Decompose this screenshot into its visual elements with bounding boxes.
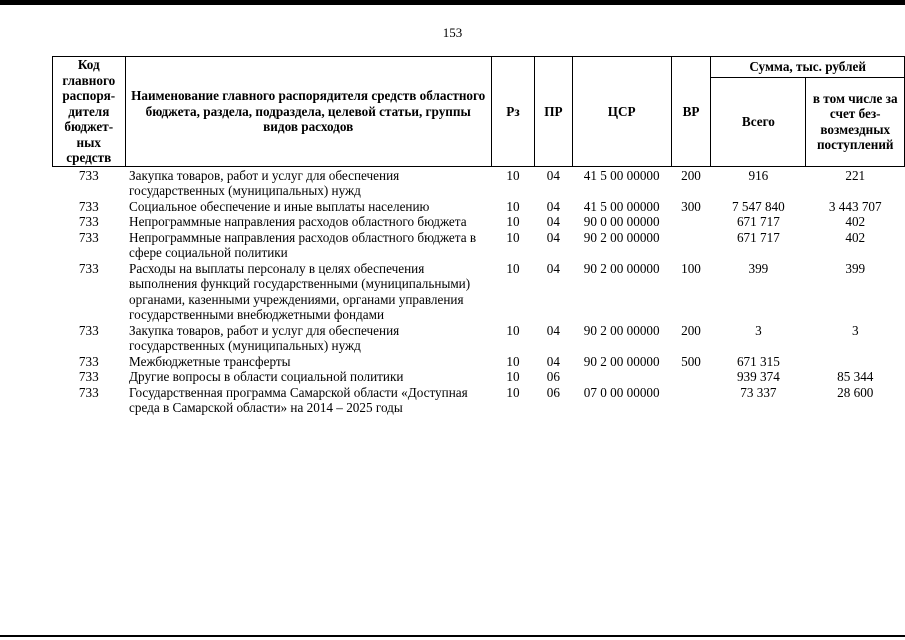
cell-total: 73 337 <box>740 384 777 400</box>
cell-csr: 90 0 00 00000 <box>583 214 660 229</box>
cell-pr: 04 <box>546 260 560 276</box>
cell-rz: 10 <box>506 322 520 338</box>
cell-name: Межбюджетные трансферты <box>129 353 291 369</box>
header-name: Наименование главного распорядителя средств областного бюджета, раздела, подраздела, целевой статьи, группы видов расходов <box>125 57 491 167</box>
cell-code: 733 <box>78 322 99 338</box>
cell-code: 733 <box>78 384 99 400</box>
page-number: 153 <box>442 25 463 40</box>
cell-rz: 10 <box>506 214 520 229</box>
cell-gratuitous: 221 <box>845 167 866 183</box>
cell-rz: 10 <box>506 167 520 183</box>
table-row <box>53 230 905 261</box>
cell-code: 733 <box>78 260 99 276</box>
cell-gratuitous: 85 344 <box>837 369 874 384</box>
cell-rz: 10 <box>506 198 520 214</box>
header-vr: ВР <box>671 57 711 167</box>
cell-gratuitous <box>806 354 905 370</box>
cell-name: Непрограммные направления расходов областного бюджета в сфере социальной политики <box>129 229 477 260</box>
cell-csr: 90 2 00 00000 <box>583 229 660 245</box>
cell-pr: 04 <box>546 229 560 245</box>
cell-pr: 06 <box>546 384 560 400</box>
table-row <box>53 214 905 230</box>
cell-csr: 90 2 00 00000 <box>583 260 660 276</box>
cell-pr: 04 <box>546 167 560 183</box>
cell-pr: 04 <box>546 214 560 229</box>
cell-code: 733 <box>78 229 99 245</box>
cell-vr <box>671 369 711 385</box>
cell-vr: 200 <box>681 167 701 183</box>
cell-pr: 04 <box>546 353 560 369</box>
cell-csr: 90 2 00 00000 <box>583 322 660 338</box>
cell-total: 671 315 <box>736 353 780 369</box>
cell-vr <box>671 214 711 230</box>
cell-total: 671 717 <box>736 214 780 229</box>
cell-name: Социальное обеспечение и иные выплаты населению <box>129 198 430 214</box>
header-code: Код главного распоря-дителя бюджет-ных средств <box>53 57 126 167</box>
cell-name: Государственная программа Самарской области «Доступная среда в Самарской области» на 2014 – 2025 годы <box>129 384 468 415</box>
header-gratuitous: в том числе за счет без-возмездных поступлений <box>806 78 905 167</box>
budget-table <box>52 56 905 416</box>
cell-total: 916 <box>748 167 769 183</box>
cell-name: Закупка товаров, работ и услуг для обеспечения государственных (муниципальных) нужд <box>129 167 400 198</box>
table-body <box>53 166 905 416</box>
cell-pr: 04 <box>546 322 560 338</box>
cell-vr <box>671 385 711 416</box>
cell-csr: 07 0 00 00000 <box>583 384 660 400</box>
cell-gratuitous: 402 <box>845 214 866 229</box>
cell-csr: 41 5 00 00000 <box>583 167 660 183</box>
cell-pr: 04 <box>546 198 560 214</box>
cell-rz: 10 <box>506 353 520 369</box>
table-row <box>53 261 905 323</box>
cell-rz: 10 <box>506 260 520 276</box>
table-row <box>53 199 905 215</box>
cell-total: 399 <box>748 260 769 276</box>
header-sum: Сумма, тыс. рублей <box>711 57 905 78</box>
bottom-border <box>0 635 905 637</box>
cell-pr: 06 <box>546 369 560 384</box>
cell-rz: 10 <box>506 229 520 245</box>
cell-gratuitous: 402 <box>845 229 866 245</box>
cell-total: 939 374 <box>736 369 780 384</box>
header-pr: ПР <box>535 57 573 167</box>
table-row <box>53 323 905 354</box>
cell-code: 733 <box>78 198 99 214</box>
cell-total: 671 717 <box>736 229 780 245</box>
top-border <box>0 0 905 5</box>
cell-total: 3 <box>755 322 762 338</box>
cell-gratuitous: 3 443 707 <box>828 198 882 214</box>
cell-code: 733 <box>78 369 99 384</box>
cell-name: Расходы на выплаты персоналу в целях обеспечения выполнения функций государственными (муниципальными) органами, казенными учреждениями, органами управления государственными внебюджетными фондами <box>129 260 471 322</box>
cell-rz: 10 <box>506 384 520 400</box>
cell-vr: 200 <box>681 322 701 338</box>
cell-rz: 10 <box>506 369 520 384</box>
cell-vr: 100 <box>681 260 701 276</box>
cell-code: 733 <box>78 214 99 229</box>
cell-gratuitous: 399 <box>845 260 866 276</box>
cell-name: Закупка товаров, работ и услуг для обеспечения государственных (муниципальных) нужд <box>129 322 400 353</box>
cell-code: 733 <box>78 167 99 183</box>
cell-total: 7 547 840 <box>731 198 785 214</box>
cell-csr: 90 2 00 00000 <box>583 353 660 369</box>
cell-gratuitous: 3 <box>851 322 859 338</box>
table-row <box>53 369 905 385</box>
cell-vr: 300 <box>681 198 701 214</box>
cell-code: 733 <box>78 353 99 369</box>
cell-vr <box>671 230 711 261</box>
cell-name: Другие вопросы в области социальной политики <box>129 369 404 384</box>
header-total: Всего <box>711 78 806 167</box>
table-row <box>53 354 905 370</box>
cell-csr: 41 5 00 00000 <box>583 198 660 214</box>
header-csr: ЦСР <box>572 57 671 167</box>
table-row <box>53 166 905 199</box>
cell-csr <box>572 369 671 385</box>
cell-gratuitous: 28 600 <box>837 384 874 400</box>
table-row <box>53 385 905 416</box>
header-rz: Рз <box>491 57 534 167</box>
cell-name: Непрограммные направления расходов областного бюджета <box>129 214 467 229</box>
cell-vr: 500 <box>681 353 701 369</box>
